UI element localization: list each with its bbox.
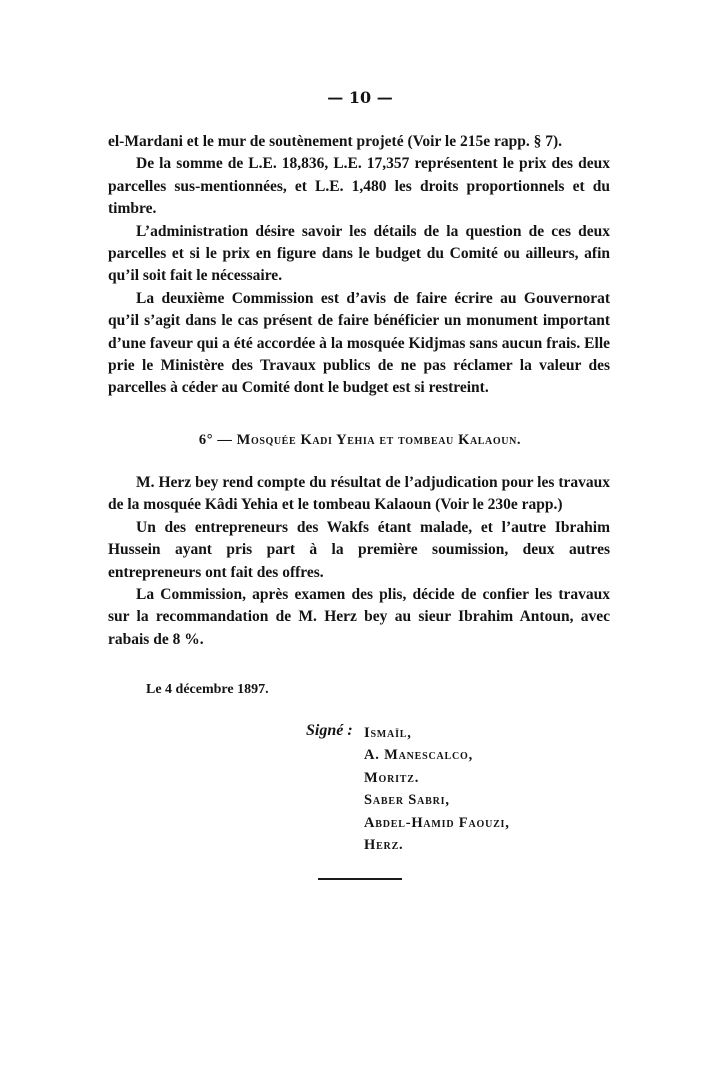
signatory-name: Ismaïl, (364, 725, 412, 741)
paragraph-sum: De la somme de L.E. 18,836, L.E. 17,357 représentent le prix des deux parcelles sus-mentionnées, et L.E. 1,480 les droits proportionnels et du timbre. (108, 155, 610, 218)
text-block-mardani (108, 131, 610, 400)
paragraph-commission-opinion: La deuxième Commission est d’avis de faire écrire au Gouvernorat qu’il s’agit dans le cas présent de faire bénéficier un monument important d’une faveur qui a été accordée à la mosquée Kidjmas sans aucun frais. Elle prie le Ministère des Travaux publics de ne pas réclamer la valeur des parcelles à céder au Comité dont le budget est si restreint. (108, 289, 610, 397)
closing-rule (318, 878, 402, 880)
page-number: — 10 — (327, 88, 393, 107)
date-line: Le 4 décembre 1897. (146, 682, 269, 697)
signatory-name: Herz. (364, 837, 404, 854)
paragraph-adjudication: M. Herz bey rend compte du résultat de l’adjudication pour les travaux de la mosquée Kâdi Yehia et le tombeau Kalaoun (Voir le 230e rapp.) (108, 474, 610, 514)
signatory-name: Abdel-Hamid Faouzi, (364, 814, 510, 831)
signed-label: Signé : (306, 722, 353, 739)
signatory-name: Saber Sabri, (364, 792, 450, 809)
paragraph-administration: L’administration désire savoir les détails de la question de ces deux parcelles et si le prix en figure dans le budget du Comité ou ailleurs, afin qu’il soit fait le nécessaire. (108, 222, 610, 285)
section-heading: 6° — Mosquée Kadi Yehia et tombeau Kalaoun. (198, 432, 522, 448)
text-block-kadi-yehia (108, 472, 610, 651)
paragraph-entrepreneurs: Un des entrepreneurs des Wakfs étant malade, et l’autre Ibrahim Hussein ayant pris part à la première soumission, deux autres entrepreneurs ont fait des offres. (108, 518, 610, 581)
signatory-list (364, 722, 510, 856)
paragraph-continuation: el-Mardani et le mur de soutènement projeté (Voir le 215e rapp. § 7). (108, 133, 563, 150)
paragraph-decision: La Commission, après examen des plis, décide de confier les travaux sur la recommandation de M. Herz bey au sieur Ibrahim Antoun, avec rabais de 8 %. (108, 586, 610, 648)
signatory-name: A. Manescalco, (364, 747, 474, 764)
signatory-name: Moritz. (364, 769, 420, 786)
